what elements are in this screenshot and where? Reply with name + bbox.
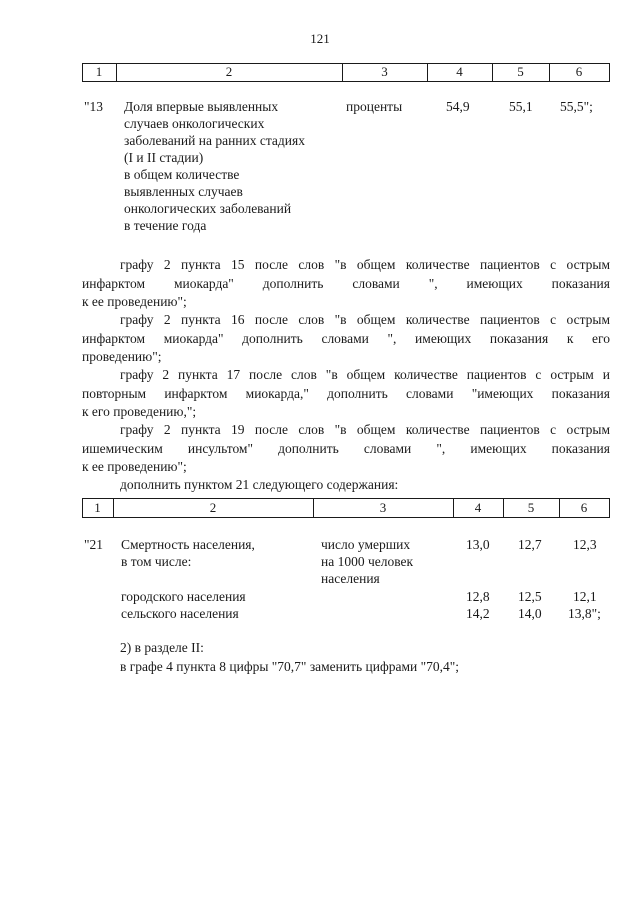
t2-value-col4: 14,2 xyxy=(466,606,490,621)
paragraph-line: графу 2 пункта 19 после слов "в общем количестве пациентов с острым xyxy=(120,422,610,437)
t2-value-col5: 14,0 xyxy=(518,606,542,621)
t2-value-col5: 12,7 xyxy=(518,537,542,552)
paragraph-item-15 xyxy=(82,256,610,312)
paragraph-line: инфарктом миокарда" дополнить словами ", имеющих показания к его xyxy=(82,330,610,346)
t1-col3-header: 3 xyxy=(381,64,388,79)
t1-name-line: в общем количестве xyxy=(124,167,240,182)
t1-name-line: онкологических заболеваний xyxy=(124,201,292,216)
t2-unit xyxy=(321,536,413,587)
t1-col2-header: 2 xyxy=(225,64,233,79)
paragraph-line: к его проведению,"; xyxy=(82,404,197,419)
t2-unit-line: на 1000 человек xyxy=(321,554,414,569)
t2-row-name: сельского населения xyxy=(121,606,239,621)
t2-value-col4: 13,0 xyxy=(466,537,490,552)
paragraph-line: ишемическим инсультом" дополнить словами ", имеющих показания xyxy=(82,440,610,456)
t2-name-line: в том числе: xyxy=(121,554,192,569)
t1-value-col4: 54,9 xyxy=(446,99,470,114)
paragraph-line: дополнить пунктом 21 следующего содержания: xyxy=(120,477,399,492)
t2-row-name: городского населения xyxy=(121,589,246,604)
t2-value-col6: 13,8"; xyxy=(568,606,601,621)
paragraph-line: повторным инфарктом миокарда," дополнить словами "имеющих показания xyxy=(82,385,610,401)
t2-unit-line: число умерших xyxy=(321,537,411,552)
paragraph-line: проведению"; xyxy=(82,349,162,364)
t1-name-line: случаев онкологических xyxy=(124,116,265,131)
t1-value-col6: 55,5"; xyxy=(560,99,593,114)
paragraph-line: инфарктом миокарда" дополнить словами ", имеющих показания xyxy=(82,275,610,291)
paragraph-item-17 xyxy=(82,366,610,422)
t2-name-line: Смертность населения, xyxy=(121,537,255,552)
t1-col4-header: 4 xyxy=(456,64,463,79)
t1-name-line: Доля впервые выявленных xyxy=(124,99,279,114)
section-2-text: в графе 4 пункта 8 цифры "70,7" заменить цифрами "70,4"; xyxy=(120,659,460,674)
t2-row-number: "21 xyxy=(84,537,104,552)
t1-col6-header: 6 xyxy=(575,64,583,79)
t1-unit: проценты xyxy=(346,99,403,114)
t1-name-line: выявленных случаев xyxy=(124,184,243,199)
t1-col1-header: 1 xyxy=(95,64,103,79)
t2-unit-line: населения xyxy=(321,571,380,586)
t1-col5-header: 5 xyxy=(517,64,524,79)
t1-name-line: в течение года xyxy=(124,218,207,233)
t2-row-name xyxy=(121,536,255,570)
t2-value-col5: 12,5 xyxy=(518,589,542,604)
t1-name-line: (I и II стадии) xyxy=(124,150,204,165)
t2-col1-header: 1 xyxy=(94,500,101,515)
paragraph-line: к ее проведению"; xyxy=(82,294,187,309)
paragraph-item-19 xyxy=(82,421,610,477)
paragraph-line: графу 2 пункта 17 после слов "в общем количестве пациентов с острым и xyxy=(120,367,610,382)
t2-col2-header: 2 xyxy=(209,500,217,515)
page-number: 121 xyxy=(310,31,330,46)
t2-col5-header: 5 xyxy=(527,500,535,515)
paragraph-line: графу 2 пункта 16 после слов "в общем количестве пациентов с острым xyxy=(120,312,610,327)
t2-col6-header: 6 xyxy=(580,500,588,515)
t1-row-number: "13 xyxy=(84,99,104,114)
t2-value-col6: 12,3 xyxy=(573,537,597,552)
t1-row-name xyxy=(124,98,305,234)
t1-value-col5: 55,1 xyxy=(509,99,533,114)
paragraph-add-item-21 xyxy=(82,476,610,495)
t2-value-col6: 12,1 xyxy=(573,589,597,604)
paragraph-line: графу 2 пункта 15 после слов "в общем количестве пациентов с острым xyxy=(120,257,610,272)
t2-col3-header: 3 xyxy=(379,500,387,515)
paragraph-line: к ее проведению"; xyxy=(82,459,187,474)
t1-name-line: заболеваний на ранних стадиях xyxy=(124,133,305,148)
section-2-heading: 2) в разделе II: xyxy=(120,640,204,655)
t2-value-col4: 12,8 xyxy=(466,589,490,604)
t2-col4-header: 4 xyxy=(474,500,482,515)
paragraph-item-16 xyxy=(82,311,610,367)
